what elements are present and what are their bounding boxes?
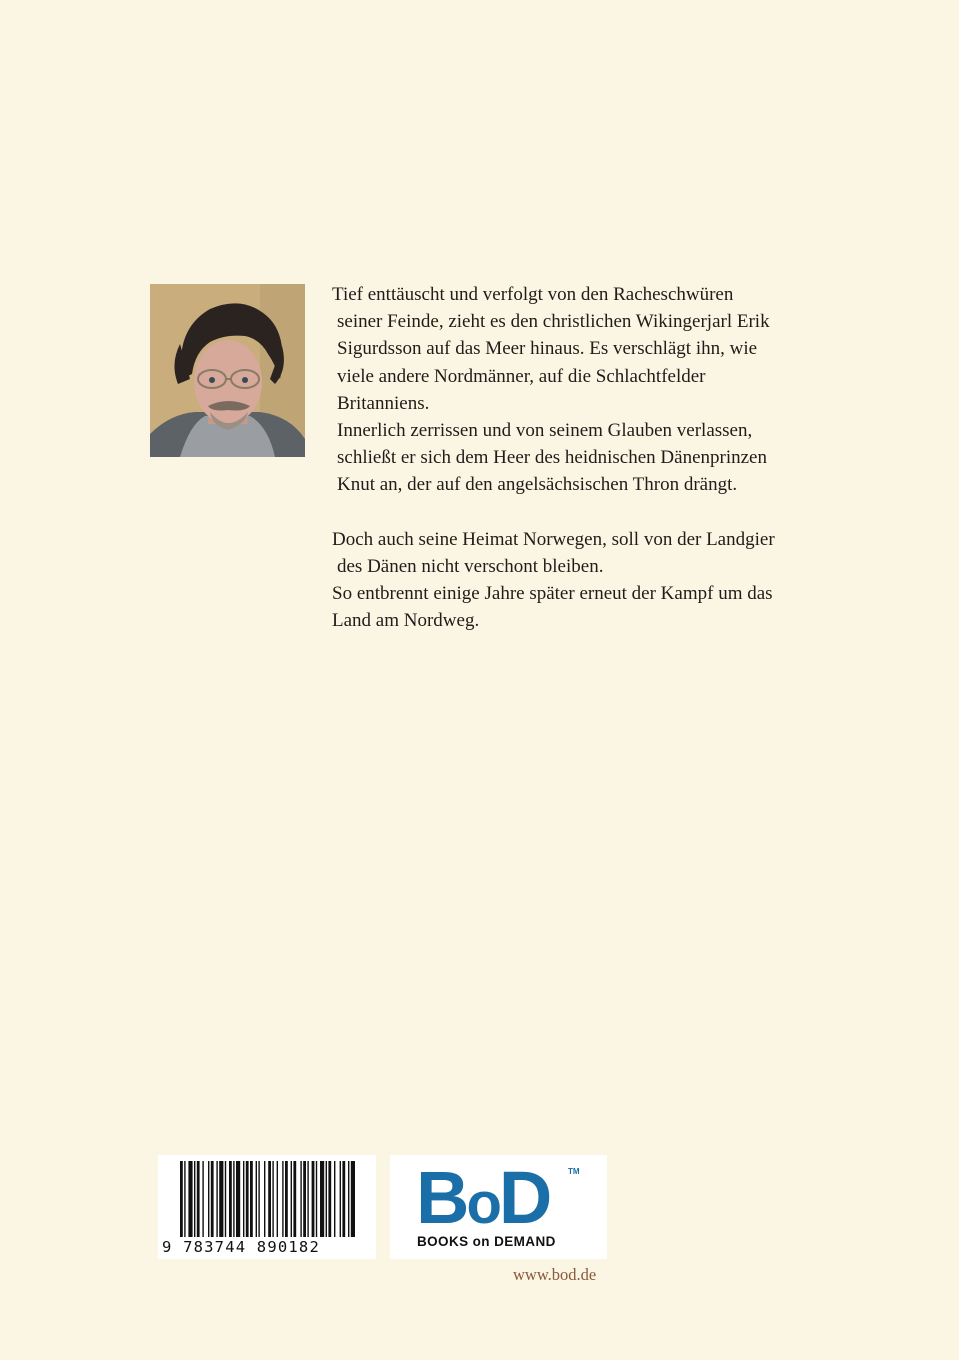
blurb-line: Tief enttäuscht und verfolgt von den Racheschwüren	[332, 284, 734, 305]
barcode-bar	[211, 1161, 214, 1237]
blurb-line: viele andere Nordmänner, auf die Schlachtfelder	[337, 365, 706, 387]
barcode-bar	[268, 1161, 271, 1237]
bod-logo-letter-b: B	[416, 1156, 467, 1239]
blurb-line: seiner Feinde, zieht es den christlichen Wikingerjarl Erik	[337, 311, 770, 333]
blurb-line: Innerlich zerrissen und von seinem Glauben verlassen,	[337, 420, 753, 442]
barcode-bar	[320, 1161, 324, 1237]
barcode-bar	[216, 1161, 217, 1237]
barcode-bar	[300, 1161, 301, 1237]
barcode-bar	[180, 1161, 183, 1237]
publisher-tagline: BOOKS on DEMAND	[417, 1234, 556, 1249]
barcode-bar	[250, 1161, 253, 1237]
trademark-mark: TM	[568, 1167, 580, 1176]
bod-logo-text	[416, 1156, 550, 1241]
paragraph-gap	[332, 499, 832, 526]
blurb-line: schließt er sich dem Heer des heidnischen Dänenprinzen	[337, 447, 767, 469]
barcode-bar	[293, 1161, 296, 1237]
publisher-url[interactable]: www.bod.de	[513, 1265, 597, 1284]
barcode-bar	[282, 1161, 283, 1237]
isbn-barcode	[158, 1155, 376, 1259]
barcode-bar	[229, 1161, 232, 1237]
barcode-bar	[291, 1161, 292, 1237]
blurb-line: Land am Nordweg.	[332, 610, 480, 632]
author-portrait-icon	[150, 284, 305, 457]
barcode-bar	[303, 1161, 306, 1237]
bod-logo-letter-d: D	[498, 1156, 550, 1239]
barcode-bar	[328, 1161, 331, 1237]
barcode-bar	[272, 1161, 273, 1237]
barcode-bar	[256, 1161, 257, 1237]
barcode-bar	[243, 1161, 244, 1237]
barcode-bar	[340, 1161, 341, 1237]
barcode-bar	[188, 1161, 192, 1237]
barcode-bar	[351, 1161, 355, 1237]
blurb-line: Doch auch seine Heimat Norwegen, soll von der Landgier	[332, 528, 775, 550]
barcode-bar	[233, 1161, 234, 1237]
blurb-line: des Dänen nicht verschont bleiben.	[337, 556, 604, 578]
barcode-bar	[285, 1161, 288, 1237]
barcode-bar	[208, 1161, 209, 1237]
bod-logo-letter-o: o	[466, 1171, 499, 1236]
barcode-bar	[258, 1161, 259, 1237]
barcode-bar	[219, 1161, 223, 1237]
barcode-bar	[342, 1161, 345, 1237]
barcode-bar	[334, 1161, 335, 1237]
barcode-bar	[202, 1161, 203, 1237]
barcode-bars-icon	[180, 1161, 356, 1237]
blurb-line: Britanniens.	[337, 392, 430, 414]
blurb-text	[332, 281, 832, 635]
barcode-bar	[184, 1161, 185, 1237]
barcode-bar	[194, 1161, 195, 1237]
barcode-bar	[326, 1161, 327, 1237]
barcode-bar	[236, 1161, 240, 1237]
blurb-line: Knut an, der auf den angelsächsischen Thron drängt.	[337, 474, 738, 496]
barcode-bar	[277, 1161, 278, 1237]
barcode-bar	[197, 1161, 200, 1237]
barcode-bar	[348, 1161, 349, 1237]
barcode-bar	[307, 1161, 308, 1237]
barcode-bar	[312, 1161, 315, 1237]
barcode-bar	[264, 1161, 265, 1237]
blurb-line: Sigurdsson auf das Meer hinaus. Es verschlägt ihn, wie	[337, 338, 758, 360]
barcode-bar	[316, 1161, 317, 1237]
publisher-logo	[390, 1155, 607, 1259]
barcode-bar	[246, 1161, 249, 1237]
blurb-line: So entbrennt einige Jahre später erneut der Kampf um das	[332, 583, 773, 605]
author-photo	[150, 284, 305, 457]
isbn-number: 9 783744 890182	[162, 1238, 320, 1256]
barcode-bar	[225, 1161, 226, 1237]
